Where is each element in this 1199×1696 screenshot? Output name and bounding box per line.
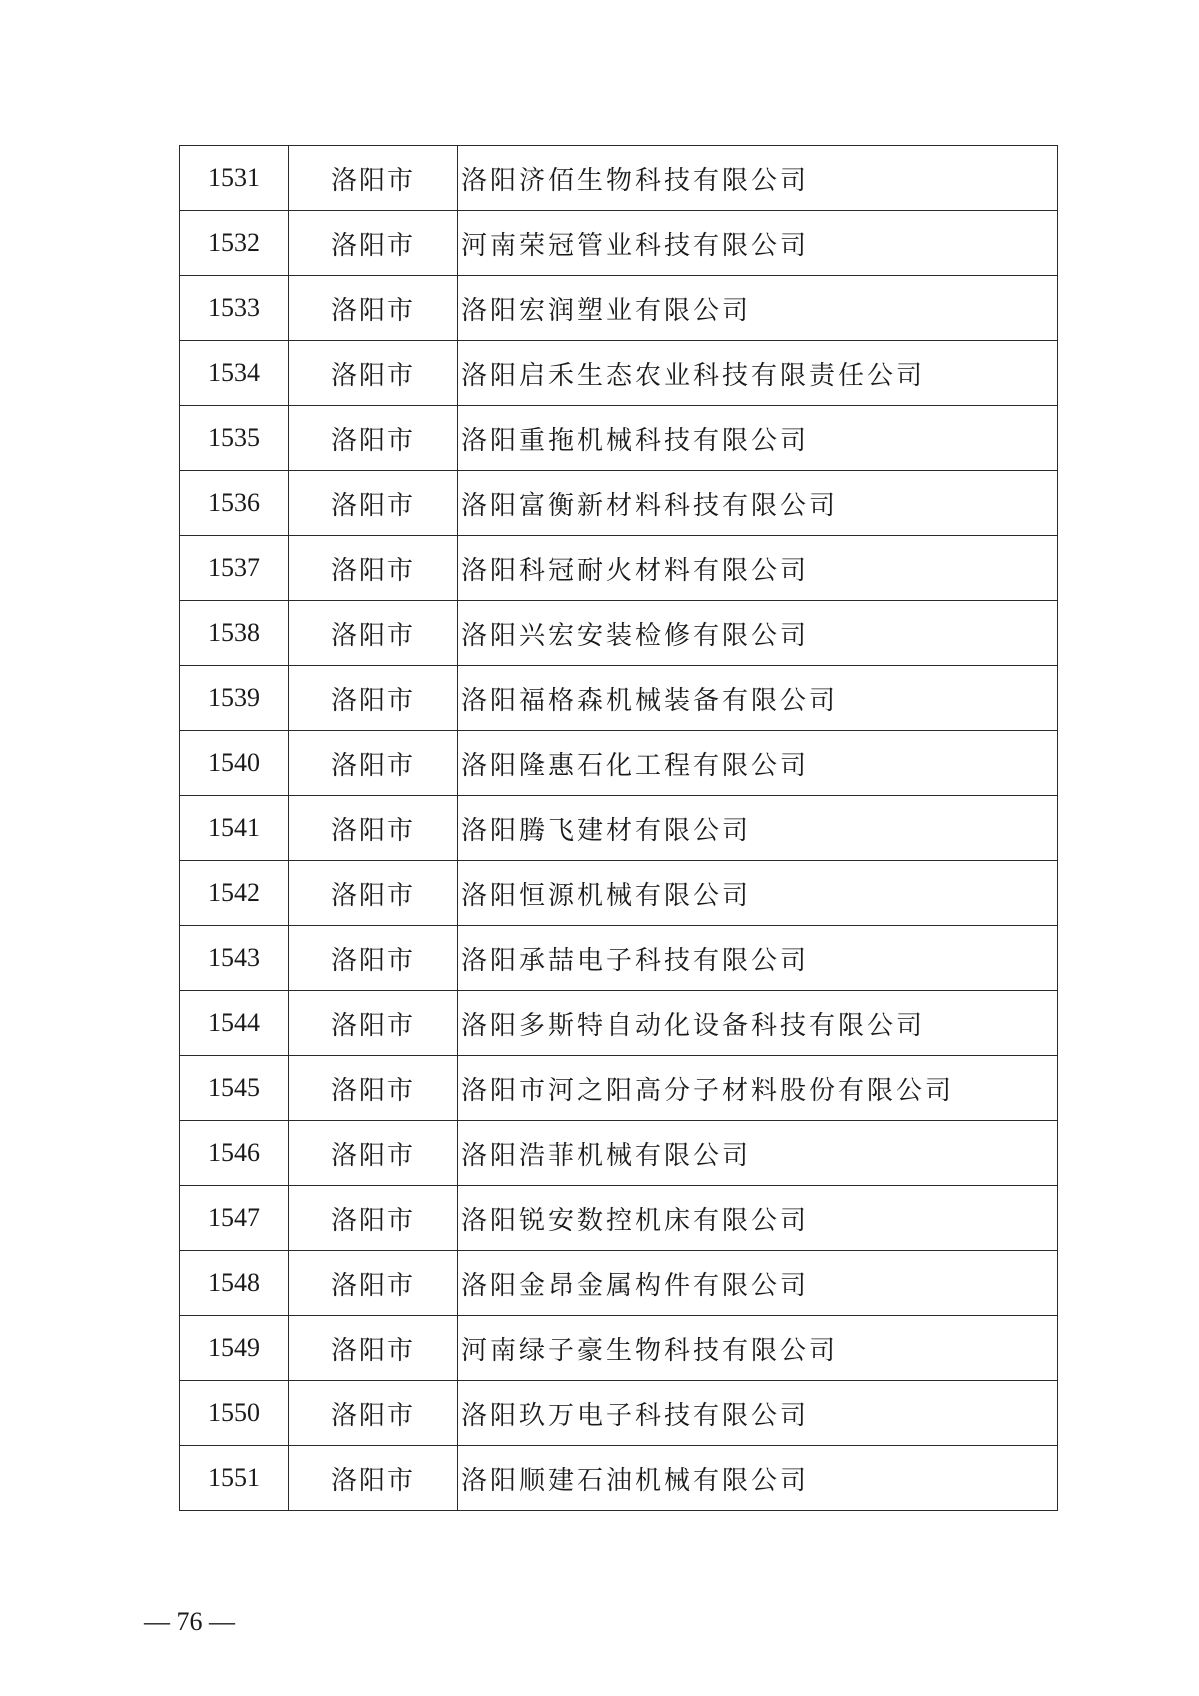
table-row xyxy=(180,861,1058,926)
company-name-cell: 洛阳宏润塑业有限公司 xyxy=(458,276,1058,341)
company-name-cell: 洛阳富衡新材料科技有限公司 xyxy=(458,471,1058,536)
company-name-cell: 洛阳顺建石油机械有限公司 xyxy=(458,1446,1058,1511)
row-number-cell: 1532 xyxy=(180,211,289,276)
row-number-cell: 1547 xyxy=(180,1186,289,1251)
row-number-cell: 1544 xyxy=(180,991,289,1056)
row-number-cell: 1541 xyxy=(180,796,289,861)
row-number-cell: 1538 xyxy=(180,601,289,666)
city-cell: 洛阳市 xyxy=(289,1446,458,1511)
city-cell: 洛阳市 xyxy=(289,471,458,536)
city-cell: 洛阳市 xyxy=(289,406,458,471)
page-number: — 76 — xyxy=(144,1607,235,1636)
table-row xyxy=(180,1121,1058,1186)
row-number-cell: 1545 xyxy=(180,1056,289,1121)
company-name-cell: 洛阳承喆电子科技有限公司 xyxy=(458,926,1058,991)
table-row xyxy=(180,1056,1058,1121)
city-cell: 洛阳市 xyxy=(289,926,458,991)
company-name-cell: 洛阳恒源机械有限公司 xyxy=(458,861,1058,926)
city-cell: 洛阳市 xyxy=(289,1316,458,1381)
row-number-cell: 1540 xyxy=(180,731,289,796)
row-number-cell: 1539 xyxy=(180,666,289,731)
table-row xyxy=(180,731,1058,796)
row-number-cell: 1546 xyxy=(180,1121,289,1186)
table-row xyxy=(180,926,1058,991)
table-row xyxy=(180,1381,1058,1446)
city-cell: 洛阳市 xyxy=(289,601,458,666)
city-cell: 洛阳市 xyxy=(289,211,458,276)
table-row xyxy=(180,1316,1058,1381)
city-cell: 洛阳市 xyxy=(289,1121,458,1186)
company-name-cell: 河南绿子豪生物科技有限公司 xyxy=(458,1316,1058,1381)
city-cell: 洛阳市 xyxy=(289,796,458,861)
table-row xyxy=(180,1251,1058,1316)
row-number-cell: 1548 xyxy=(180,1251,289,1316)
city-cell: 洛阳市 xyxy=(289,1056,458,1121)
row-number-cell: 1549 xyxy=(180,1316,289,1381)
company-name-cell: 洛阳浩菲机械有限公司 xyxy=(458,1121,1058,1186)
city-cell: 洛阳市 xyxy=(289,1186,458,1251)
row-number-cell: 1535 xyxy=(180,406,289,471)
company-name-cell: 河南荣冠管业科技有限公司 xyxy=(458,211,1058,276)
company-name-cell: 洛阳玖万电子科技有限公司 xyxy=(458,1381,1058,1446)
city-cell: 洛阳市 xyxy=(289,1381,458,1446)
company-name-cell: 洛阳启禾生态农业科技有限责任公司 xyxy=(458,341,1058,406)
table-row xyxy=(180,666,1058,731)
row-number-cell: 1543 xyxy=(180,926,289,991)
row-number-cell: 1542 xyxy=(180,861,289,926)
table-row xyxy=(180,406,1058,471)
table-row xyxy=(180,276,1058,341)
row-number-cell: 1551 xyxy=(180,1446,289,1511)
table-row xyxy=(180,341,1058,406)
company-name-cell: 洛阳锐安数控机床有限公司 xyxy=(458,1186,1058,1251)
table-row xyxy=(180,991,1058,1056)
row-number-cell: 1536 xyxy=(180,471,289,536)
city-cell: 洛阳市 xyxy=(289,731,458,796)
table-row xyxy=(180,601,1058,666)
table-row xyxy=(180,796,1058,861)
company-name-cell: 洛阳多斯特自动化设备科技有限公司 xyxy=(458,991,1058,1056)
city-cell: 洛阳市 xyxy=(289,341,458,406)
company-name-cell: 洛阳福格森机械装备有限公司 xyxy=(458,666,1058,731)
row-number-cell: 1531 xyxy=(180,146,289,211)
table-row xyxy=(180,1186,1058,1251)
city-cell: 洛阳市 xyxy=(289,276,458,341)
company-list-table xyxy=(179,145,1058,1511)
row-number-cell: 1534 xyxy=(180,341,289,406)
company-name-cell: 洛阳市河之阳高分子材料股份有限公司 xyxy=(458,1056,1058,1121)
table-row xyxy=(180,471,1058,536)
row-number-cell: 1550 xyxy=(180,1381,289,1446)
company-name-cell: 洛阳兴宏安装检修有限公司 xyxy=(458,601,1058,666)
table-row xyxy=(180,146,1058,211)
city-cell: 洛阳市 xyxy=(289,146,458,211)
table-row xyxy=(180,211,1058,276)
row-number-cell: 1537 xyxy=(180,536,289,601)
city-cell: 洛阳市 xyxy=(289,666,458,731)
company-name-cell: 洛阳济佰生物科技有限公司 xyxy=(458,146,1058,211)
company-name-cell: 洛阳重拖机械科技有限公司 xyxy=(458,406,1058,471)
city-cell: 洛阳市 xyxy=(289,536,458,601)
table-row xyxy=(180,536,1058,601)
company-name-cell: 洛阳隆惠石化工程有限公司 xyxy=(458,731,1058,796)
city-cell: 洛阳市 xyxy=(289,1251,458,1316)
company-name-cell: 洛阳金昂金属构件有限公司 xyxy=(458,1251,1058,1316)
company-name-cell: 洛阳腾飞建材有限公司 xyxy=(458,796,1058,861)
row-number-cell: 1533 xyxy=(180,276,289,341)
company-name-cell: 洛阳科冠耐火材料有限公司 xyxy=(458,536,1058,601)
table-body xyxy=(180,146,1058,1511)
city-cell: 洛阳市 xyxy=(289,861,458,926)
city-cell: 洛阳市 xyxy=(289,991,458,1056)
table-row xyxy=(180,1446,1058,1511)
